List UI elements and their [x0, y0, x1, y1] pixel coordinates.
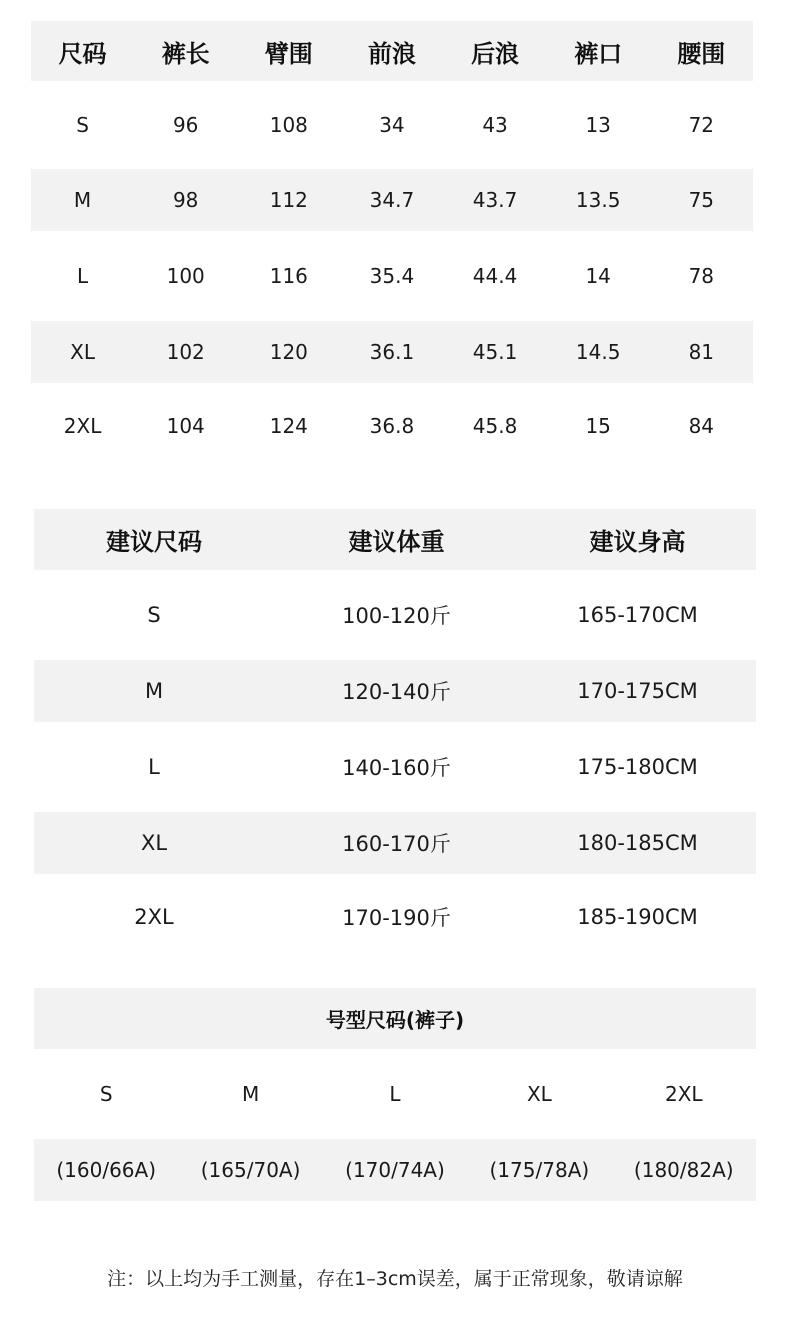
table-cell: 120-140斤	[342, 680, 451, 704]
size-code-table	[34, 988, 756, 1201]
table-row	[34, 812, 756, 874]
table-cell: 112	[269, 188, 308, 212]
table-cell: 170-190斤	[342, 906, 451, 930]
table-cell: 140-160斤	[342, 756, 451, 780]
table-row	[31, 169, 753, 231]
table-cell: L	[389, 1082, 401, 1106]
table-cell: 96	[172, 113, 199, 137]
header-waist: 腰围	[677, 39, 726, 68]
table-cell: M	[241, 1082, 260, 1106]
table-cell: S	[147, 603, 161, 627]
table-row	[34, 1139, 756, 1201]
table-cell: S	[99, 1082, 113, 1106]
table-cell: 165-170CM	[577, 603, 698, 627]
table-cell: (175/78A)	[489, 1158, 590, 1182]
table-cell: M	[73, 188, 92, 212]
header-pants-length: 裤长	[161, 39, 210, 68]
table-cell: 104	[166, 414, 205, 438]
table-cell: 13.5	[575, 188, 621, 212]
table-header-row	[31, 21, 753, 81]
header-front-rise: 前浪	[367, 39, 416, 68]
table-cell: S	[76, 113, 89, 137]
header-recommended-weight: 建议体重	[348, 528, 445, 556]
table-cell: 45.1	[472, 340, 518, 364]
table-cell: 84	[688, 414, 715, 438]
table-cell: 75	[688, 188, 715, 212]
table-row	[34, 660, 756, 722]
table-cell: 44.4	[472, 264, 518, 288]
table-row	[31, 81, 753, 169]
header-back-rise: 后浪	[471, 39, 520, 68]
header-leg-opening: 裤口	[574, 39, 623, 68]
table-cell: 2XL	[63, 414, 102, 438]
table-cell: XL	[140, 831, 168, 855]
table-row	[34, 874, 756, 960]
table-cell: (160/66A)	[56, 1158, 157, 1182]
table-cell: 34.7	[369, 188, 415, 212]
table-cell: 34	[379, 113, 405, 137]
measurement-note: 注：以上均为手工测量，存在1–3cm误差，属于正常现象，敬请谅解	[107, 1268, 683, 1290]
table-cell: 13	[585, 113, 611, 137]
table-cell: 120	[269, 340, 308, 364]
table-cell: L	[76, 264, 89, 288]
table-cell: 43	[482, 113, 508, 137]
table-cell: 15	[585, 414, 611, 438]
table-cell: 100	[166, 264, 205, 288]
table-cell: 14.5	[575, 340, 621, 364]
table-cell: 175-180CM	[577, 755, 698, 779]
recommendation-table	[34, 509, 756, 960]
table-cell: 35.4	[369, 264, 415, 288]
table-cell: 98	[172, 188, 199, 212]
table-cell: (170/74A)	[345, 1158, 445, 1182]
table-cell: 170-175CM	[577, 679, 698, 703]
table-row	[34, 570, 756, 660]
table-cell: (165/70A)	[200, 1158, 301, 1182]
table-cell: 14	[585, 264, 611, 288]
header-hip: 臂围	[264, 39, 313, 68]
header-recommended-height: 建议身高	[589, 528, 686, 556]
table-cell: 72	[688, 113, 715, 137]
table-cell: 78	[688, 264, 715, 288]
table-cell: 36.1	[369, 340, 415, 364]
table-row	[34, 722, 756, 812]
table-cell: 160-170斤	[342, 832, 451, 856]
table-header-row	[34, 509, 756, 570]
table-cell: 43.7	[472, 188, 518, 212]
table-cell: 108	[269, 113, 308, 137]
table-cell: 124	[269, 414, 308, 438]
table-cell: XL	[526, 1082, 552, 1106]
table-cell: 116	[269, 264, 308, 288]
table-row	[34, 1049, 756, 1139]
header-recommended-size: 建议尺码	[106, 528, 202, 556]
table-cell: 36.8	[369, 414, 415, 438]
table-row	[31, 231, 753, 321]
table-cell: 185-190CM	[577, 905, 698, 929]
table-header-row	[34, 988, 756, 1049]
table-cell: 81	[688, 340, 715, 364]
table-cell: 45.8	[472, 414, 518, 438]
table-cell: 2XL	[664, 1082, 703, 1106]
table-cell: (180/82A)	[633, 1158, 734, 1182]
size-code-title: 号型尺码(裤子)	[325, 1008, 465, 1032]
measurement-table	[31, 21, 753, 469]
table-cell: 2XL	[134, 905, 174, 929]
table-row	[31, 321, 753, 383]
table-cell: L	[148, 755, 160, 779]
table-cell: 180-185CM	[577, 831, 698, 855]
header-size: 尺码	[58, 39, 107, 68]
table-cell: 102	[166, 340, 205, 364]
table-row	[31, 383, 753, 469]
table-cell: 100-120斤	[342, 604, 451, 628]
table-cell: XL	[70, 340, 95, 364]
table-cell: M	[144, 679, 164, 703]
